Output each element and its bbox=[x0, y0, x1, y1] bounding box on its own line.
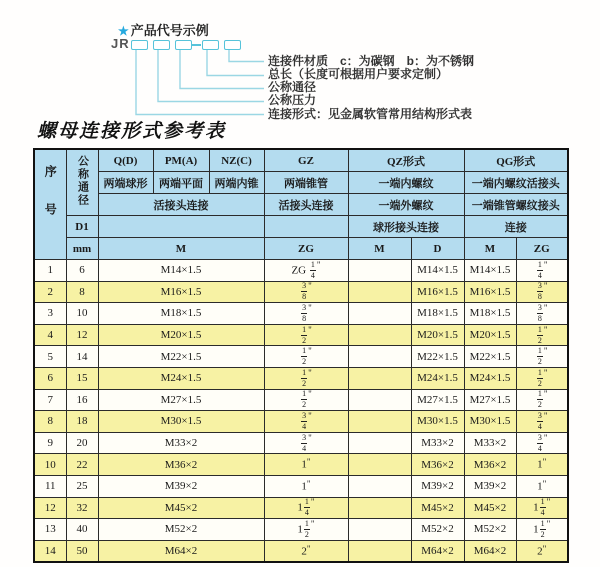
cell-qz-m bbox=[348, 411, 411, 433]
cell-gz: 1" bbox=[264, 454, 348, 476]
cell-gz: 1" bbox=[264, 475, 348, 497]
cell-dn: 22 bbox=[66, 454, 98, 476]
cell-dn: 25 bbox=[66, 475, 98, 497]
cell-qz-d: M18×1.5 bbox=[411, 303, 464, 325]
cell-qg-m: M16×1.5 bbox=[464, 281, 516, 303]
cell-qg-zg: $\frac{1}{4}$ " bbox=[516, 260, 568, 282]
leader-line bbox=[229, 49, 264, 62]
cell-gz: $\frac{3}{8}$ " bbox=[264, 281, 348, 303]
cell-thread-m: M39×2 bbox=[98, 475, 264, 497]
table-row bbox=[34, 367, 568, 389]
cell-dn: 6 bbox=[66, 260, 98, 282]
cell-qz-d: M27×1.5 bbox=[411, 389, 464, 411]
header-type-qz: QZ形式 bbox=[348, 149, 464, 172]
table-body bbox=[34, 260, 568, 563]
header-unit-qg-zg: ZG bbox=[516, 238, 568, 260]
cell-qg-m: M14×1.5 bbox=[464, 260, 516, 282]
leader-line bbox=[180, 49, 264, 89]
header-sub-gz: 两端锥管 bbox=[264, 172, 348, 194]
cell-gz: 2" bbox=[264, 540, 348, 562]
cell-qz-m bbox=[348, 519, 411, 541]
cell-thread-m: M24×1.5 bbox=[98, 367, 264, 389]
diagram-label-connection: 连接形式：见金属软管常用结构形式表 bbox=[268, 107, 473, 121]
nut-connection-table bbox=[33, 148, 569, 563]
leader-line bbox=[207, 49, 264, 76]
star-icon: ★ bbox=[118, 24, 129, 38]
cell-qg-m: M24×1.5 bbox=[464, 367, 516, 389]
diagram-label-pressure: 公称压力 bbox=[268, 93, 317, 107]
cell-qz-m bbox=[348, 475, 411, 497]
table-row bbox=[34, 475, 568, 497]
cell-thread-m: M45×2 bbox=[98, 497, 264, 519]
table-row bbox=[34, 432, 568, 454]
header-unit-m: M bbox=[98, 238, 264, 260]
cell-gz: $\frac{1}{2}$ " bbox=[264, 389, 348, 411]
cell-thread-m: M33×2 bbox=[98, 432, 264, 454]
cell-dn: 20 bbox=[66, 432, 98, 454]
cell-thread-m: M27×1.5 bbox=[98, 389, 264, 411]
cell-gz: $\frac{3}{4}$ " bbox=[264, 411, 348, 433]
header-join-qpn: 活接头连接 bbox=[98, 194, 264, 216]
cell-dn: 15 bbox=[66, 367, 98, 389]
cell-qz-m bbox=[348, 281, 411, 303]
cell-gz: ZG $\frac{1}{4}$ " bbox=[264, 260, 348, 282]
cell-serial: 8 bbox=[34, 411, 66, 433]
cell-qz-d: M24×1.5 bbox=[411, 367, 464, 389]
header-type-nz: NZ(C) bbox=[209, 149, 264, 172]
cell-qg-zg: $\frac{1}{2}$ " bbox=[516, 346, 568, 368]
cell-qz-m bbox=[348, 367, 411, 389]
code-dash bbox=[192, 44, 201, 46]
cell-qz-d: M64×2 bbox=[411, 540, 464, 562]
cell-serial: 11 bbox=[34, 475, 66, 497]
cell-qz-m bbox=[348, 324, 411, 346]
code-box bbox=[153, 40, 170, 50]
cell-serial: 12 bbox=[34, 497, 66, 519]
table-row bbox=[34, 454, 568, 476]
cell-qz-d: M36×2 bbox=[411, 454, 464, 476]
table-row bbox=[34, 411, 568, 433]
cell-qg-zg: $\frac{3}{8}$ " bbox=[516, 281, 568, 303]
header-conn-qz: 球形接头连接 bbox=[348, 216, 464, 238]
cell-gz: $\frac{3}{4}$ " bbox=[264, 432, 348, 454]
table-title: 螺母连接形式参考表 bbox=[37, 120, 227, 142]
cell-qz-m bbox=[348, 303, 411, 325]
cell-qz-d: M16×1.5 bbox=[411, 281, 464, 303]
table-row bbox=[34, 497, 568, 519]
cell-serial: 7 bbox=[34, 389, 66, 411]
cell-dn: 14 bbox=[66, 346, 98, 368]
cell-dn: 16 bbox=[66, 389, 98, 411]
diagram-label-material: 连接件材质 c：为碳钢 b：为不锈钢 bbox=[268, 54, 475, 68]
table-row bbox=[34, 303, 568, 325]
cell-qg-m: M30×1.5 bbox=[464, 411, 516, 433]
table-header bbox=[34, 149, 568, 260]
cell-gz: 1 $\frac{1}{4}$ " bbox=[264, 497, 348, 519]
cell-dn: 12 bbox=[66, 324, 98, 346]
cell-thread-m: M16×1.5 bbox=[98, 281, 264, 303]
cell-qz-d: M39×2 bbox=[411, 475, 464, 497]
cell-qg-m: M18×1.5 bbox=[464, 303, 516, 325]
header-nominal-diameter: 公称通径 bbox=[66, 149, 98, 216]
header-d1: D1 bbox=[66, 216, 98, 238]
code-box bbox=[224, 40, 241, 50]
header-serial: 序号 bbox=[34, 149, 66, 260]
diagram-label-diameter: 公称通径 bbox=[268, 80, 317, 94]
header-sub-nz: 两端内锥 bbox=[209, 172, 264, 194]
header-join-qg: 一端锥管螺纹接头 bbox=[464, 194, 568, 216]
cell-gz: $\frac{1}{2}$ " bbox=[264, 346, 348, 368]
cell-qg-zg: 1 $\frac{1}{4}$ " bbox=[516, 497, 568, 519]
cell-qg-m: M36×2 bbox=[464, 454, 516, 476]
leader-line bbox=[136, 49, 264, 115]
cell-qz-d: M20×1.5 bbox=[411, 324, 464, 346]
cell-serial: 2 bbox=[34, 281, 66, 303]
cell-qz-m bbox=[348, 540, 411, 562]
cell-qz-m bbox=[348, 497, 411, 519]
cell-serial: 10 bbox=[34, 454, 66, 476]
cell-qg-zg: $\frac{3}{4}$ " bbox=[516, 411, 568, 433]
header-type-pm: PM(A) bbox=[153, 149, 209, 172]
cell-qg-zg: $\frac{3}{4}$ " bbox=[516, 432, 568, 454]
cell-gz: $\frac{1}{2}$ " bbox=[264, 367, 348, 389]
header-mm: mm bbox=[66, 238, 98, 260]
cell-serial: 3 bbox=[34, 303, 66, 325]
cell-dn: 40 bbox=[66, 519, 98, 541]
cell-thread-m: M64×2 bbox=[98, 540, 264, 562]
table-row bbox=[34, 519, 568, 541]
table-row bbox=[34, 389, 568, 411]
cell-serial: 6 bbox=[34, 367, 66, 389]
code-box bbox=[202, 40, 219, 50]
cell-thread-m: M22×1.5 bbox=[98, 346, 264, 368]
cell-qz-m bbox=[348, 260, 411, 282]
table-row bbox=[34, 346, 568, 368]
cell-qz-m bbox=[348, 432, 411, 454]
header-join-qz: 一端外螺纹 bbox=[348, 194, 464, 216]
cell-qg-zg: $\frac{1}{2}$ " bbox=[516, 324, 568, 346]
header-empty-cell bbox=[264, 216, 348, 238]
cell-qz-m bbox=[348, 389, 411, 411]
cell-qg-m: M45×2 bbox=[464, 497, 516, 519]
cell-qg-m: M52×2 bbox=[464, 519, 516, 541]
cell-qz-d: M14×1.5 bbox=[411, 260, 464, 282]
header-type-q: Q(D) bbox=[98, 149, 153, 172]
cell-gz: $\frac{1}{2}$ " bbox=[264, 324, 348, 346]
code-prefix: JR bbox=[111, 36, 130, 51]
cell-gz: $\frac{3}{8}$ " bbox=[264, 303, 348, 325]
diagram-heading-text: 产品代号示例 bbox=[130, 23, 209, 38]
cell-serial: 14 bbox=[34, 540, 66, 562]
code-box bbox=[175, 40, 192, 50]
cell-qg-zg: 1" bbox=[516, 454, 568, 476]
cell-dn: 32 bbox=[66, 497, 98, 519]
cell-qg-zg: $\frac{1}{2}$ " bbox=[516, 367, 568, 389]
code-box bbox=[131, 40, 148, 50]
header-unit-qz-d: D bbox=[411, 238, 464, 260]
cell-qz-d: M52×2 bbox=[411, 519, 464, 541]
header-type-gz: GZ bbox=[264, 149, 348, 172]
header-sub-q: 两端球形 bbox=[98, 172, 153, 194]
header-unit-qg-m: M bbox=[464, 238, 516, 260]
cell-serial: 1 bbox=[34, 260, 66, 282]
cell-qg-m: M22×1.5 bbox=[464, 346, 516, 368]
cell-qg-zg: 1 $\frac{1}{2}$ " bbox=[516, 519, 568, 541]
diagram-label-length: 总长（长度可根据用户要求定制） bbox=[268, 67, 449, 81]
cell-serial: 13 bbox=[34, 519, 66, 541]
header-empty-cell bbox=[98, 216, 264, 238]
cell-qg-m: M27×1.5 bbox=[464, 389, 516, 411]
table-row bbox=[34, 260, 568, 282]
cell-thread-m: M18×1.5 bbox=[98, 303, 264, 325]
header-type-qg: QG形式 bbox=[464, 149, 568, 172]
table-row bbox=[34, 281, 568, 303]
cell-qz-d: M30×1.5 bbox=[411, 411, 464, 433]
table-row bbox=[34, 324, 568, 346]
header-unit-zg: ZG bbox=[264, 238, 348, 260]
cell-qg-m: M20×1.5 bbox=[464, 324, 516, 346]
cell-dn: 8 bbox=[66, 281, 98, 303]
cell-qg-zg: 1" bbox=[516, 475, 568, 497]
header-sub-qz: 一端内螺纹 bbox=[348, 172, 464, 194]
cell-thread-m: M14×1.5 bbox=[98, 260, 264, 282]
table-row bbox=[34, 540, 568, 562]
cell-qz-m bbox=[348, 454, 411, 476]
cell-thread-m: M20×1.5 bbox=[98, 324, 264, 346]
cell-qg-zg: $\frac{1}{2}$ " bbox=[516, 389, 568, 411]
header-sub-pm: 两端平面 bbox=[153, 172, 209, 194]
cell-thread-m: M30×1.5 bbox=[98, 411, 264, 433]
cell-serial: 5 bbox=[34, 346, 66, 368]
cell-qg-zg: 2" bbox=[516, 540, 568, 562]
cell-dn: 50 bbox=[66, 540, 98, 562]
header-join-gz: 活接头连接 bbox=[264, 194, 348, 216]
cell-serial: 4 bbox=[34, 324, 66, 346]
header-unit-qz-m: M bbox=[348, 238, 411, 260]
cell-qz-d: M33×2 bbox=[411, 432, 464, 454]
cell-serial: 9 bbox=[34, 432, 66, 454]
cell-dn: 18 bbox=[66, 411, 98, 433]
cell-dn: 10 bbox=[66, 303, 98, 325]
cell-thread-m: M36×2 bbox=[98, 454, 264, 476]
cell-qg-m: M64×2 bbox=[464, 540, 516, 562]
cell-qg-m: M33×2 bbox=[464, 432, 516, 454]
cell-thread-m: M52×2 bbox=[98, 519, 264, 541]
cell-qz-m bbox=[348, 346, 411, 368]
diagram-heading bbox=[118, 20, 209, 39]
cell-gz: 1 $\frac{1}{2}$ " bbox=[264, 519, 348, 541]
header-sub-qg: 一端内螺纹活接头 bbox=[464, 172, 568, 194]
cell-qg-zg: $\frac{3}{8}$ " bbox=[516, 303, 568, 325]
cell-qz-d: M45×2 bbox=[411, 497, 464, 519]
header-conn-qg: 连接 bbox=[464, 216, 568, 238]
cell-qz-d: M22×1.5 bbox=[411, 346, 464, 368]
cell-qg-m: M39×2 bbox=[464, 475, 516, 497]
